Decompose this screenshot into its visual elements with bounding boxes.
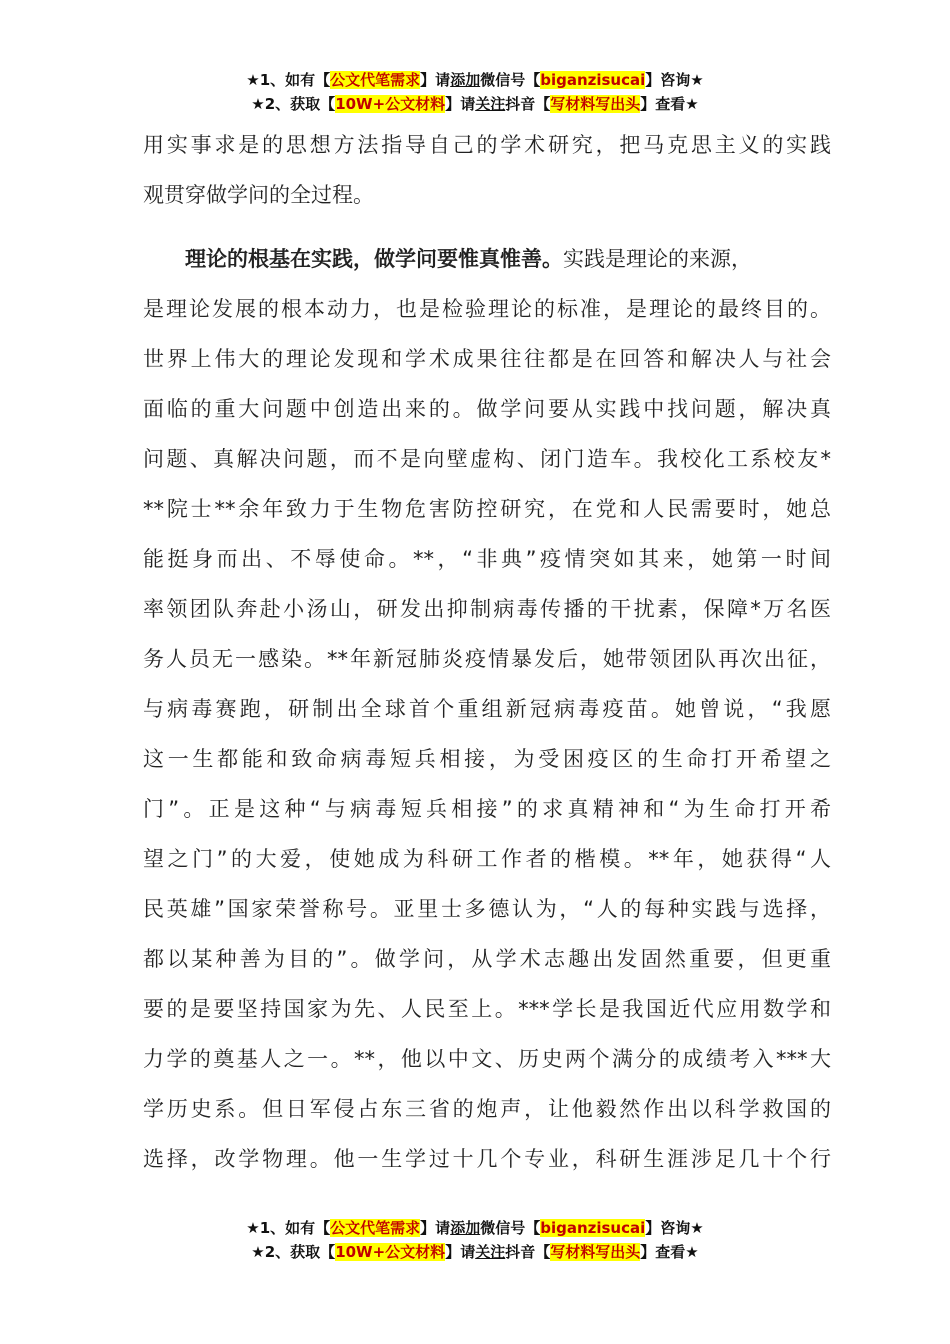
text-line: 用实事求是的思想方法指导自己的学术研究，把马克思主义的实践: [143, 133, 831, 157]
text-underlined: 添加: [450, 71, 481, 89]
text-line: 世界上伟大的理论发现和学术成果往往都是在回答和解决人与社会: [143, 347, 831, 371]
text: 】请: [445, 1243, 476, 1261]
text-line: 都以某种善为目的”。做学问，从学术志趣出发固然重要，但更重: [143, 947, 831, 971]
text-underlined: 添加: [450, 1219, 481, 1237]
text: 微信号【: [480, 71, 541, 89]
text-line: 务人员无一感染。**年新冠肺炎疫情暴发后，她带领团队再次出征，: [143, 647, 831, 671]
text-underlined: 关注: [475, 95, 506, 113]
text-line: 要的是要坚持国家为先、人民至上。***学长是我国近代应用数学和: [143, 997, 831, 1021]
header-line-1: [0, 68, 950, 92]
highlight-materials: 10W+公文材料: [335, 95, 446, 113]
text: ★1、如有【: [246, 1219, 331, 1237]
text: 】请: [420, 1219, 451, 1237]
text-line: 与病毒赛跑，研制出全球首个重组新冠病毒疫苗。她曾说，“我愿: [143, 697, 831, 721]
text: ★1、如有【: [246, 71, 331, 89]
text-line: 望之门”的大爱，使她成为科研工作者的楷模。**年，她获得“人: [143, 847, 831, 871]
text: 抖音【: [505, 95, 551, 113]
text: 】查看★: [640, 95, 699, 113]
paragraph-1: [143, 120, 831, 220]
text: 】请: [445, 95, 476, 113]
text-line: **院士**余年致力于生物危害防控研究，在党和人民需要时，她总: [143, 497, 831, 521]
paragraph-2: [143, 234, 831, 1184]
footer-line-1: [0, 1216, 950, 1240]
text-line: 力学的奠基人之一。**，他以中文、历史两个满分的成绩考入***大: [143, 1047, 831, 1071]
text-underlined: 关注: [475, 1243, 506, 1261]
wechat-id: biganzisucai: [540, 71, 646, 89]
text-line: 学历史系。但日军侵占东三省的炮声，让他毅然作出以科学救国的: [143, 1097, 831, 1121]
header-banner: [0, 68, 950, 116]
text: ★2、获取【: [251, 1243, 336, 1261]
paragraph-lead: 理论的根基在实践，做学问要惟真惟善。: [185, 247, 563, 271]
text: 】请: [420, 71, 451, 89]
text-line: 选择，改学物理。他一生学过十几个专业，科研生涯涉足几十个行: [143, 1147, 831, 1171]
text: 微信号【: [480, 1219, 541, 1237]
wechat-id: biganzisucai: [540, 1219, 646, 1237]
douyin-account: 写材料写出头: [550, 1243, 641, 1261]
highlight-service: 公文代笔需求: [330, 1219, 421, 1237]
text-line: 民英雄”国家荣誉称号。亚里士多德认为，“人的每种实践与选择，: [143, 897, 831, 921]
text-line: [143, 234, 831, 284]
text-line: 能挺身而出、不辱使命。**，“非典”疫情突如其来，她第一时间: [143, 547, 831, 571]
text-line: 门”。正是这种“与病毒短兵相接”的求真精神和“为生命打开希: [143, 797, 831, 821]
text-line: 这一生都能和致命病毒短兵相接，为受困疫区的生命打开希望之: [143, 747, 831, 771]
text: 】咨询★: [645, 1219, 704, 1237]
douyin-account: 写材料写出头: [550, 95, 641, 113]
header-line-2: [0, 92, 950, 116]
text-line: 问题、真解决问题，而不是向壁虚构、闭门造车。我校化工系校友*: [143, 447, 831, 471]
text-line: 面临的重大问题中创造出来的。做学问要从实践中找问题，解决真: [143, 397, 831, 421]
text-line: 率领团队奔赴小汤山，研发出抑制病毒传播的干扰素，保障*万名医: [143, 597, 831, 621]
text-line: 是理论发展的根本动力，也是检验理论的标准，是理论的最终目的。: [143, 297, 831, 321]
text-line: 观贯穿做学问的全过程。: [143, 183, 374, 207]
document-body: [143, 120, 831, 1184]
highlight-materials: 10W+公文材料: [335, 1243, 446, 1261]
text: 】查看★: [640, 1243, 699, 1261]
text: 】咨询★: [645, 71, 704, 89]
footer-banner: [0, 1216, 950, 1264]
text: 抖音【: [505, 1243, 551, 1261]
highlight-service: 公文代笔需求: [330, 71, 421, 89]
text: 实践是理论的来源，: [563, 247, 752, 271]
footer-line-2: [0, 1240, 950, 1264]
text: ★2、获取【: [251, 95, 336, 113]
